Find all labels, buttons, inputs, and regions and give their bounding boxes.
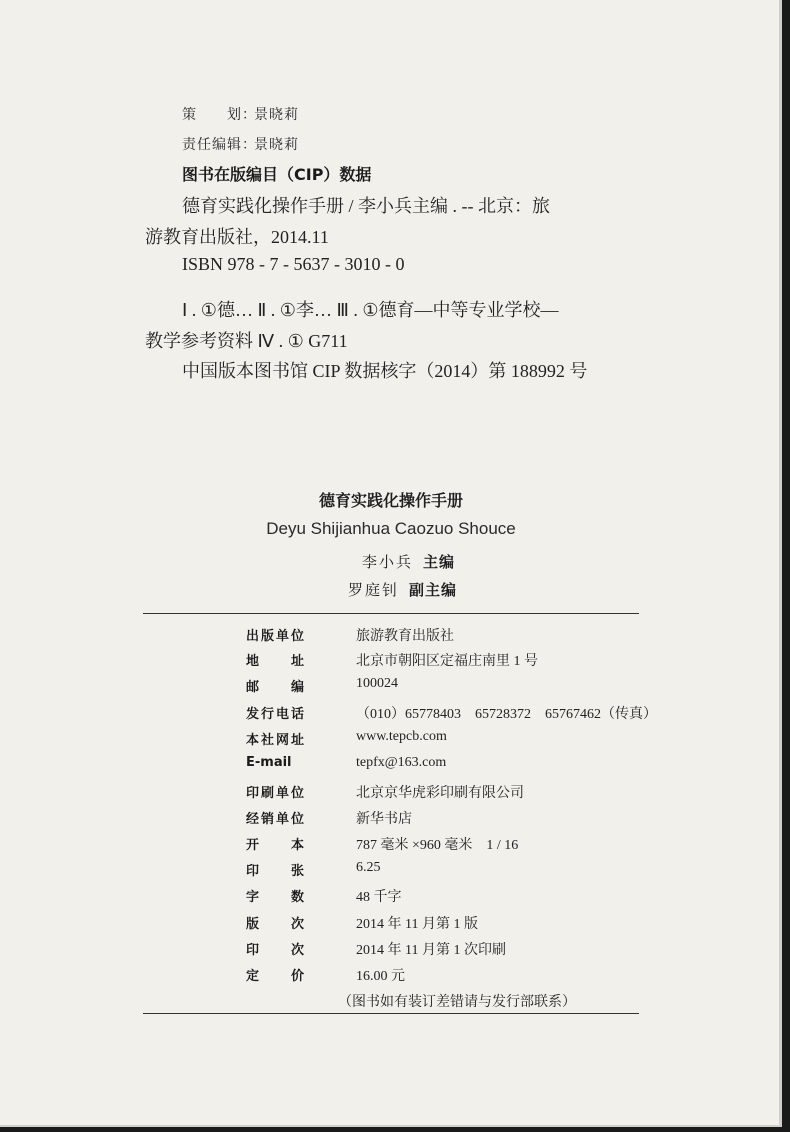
credit-name: 景晓莉: [254, 137, 299, 153]
cip-line: Ⅰ . ①德… Ⅱ . ①李… Ⅲ . ①德育—中等专业学校—: [182, 300, 559, 320]
editor-role: 主编: [423, 553, 456, 571]
deputy-editor: [348, 579, 457, 600]
book-title: 德育实践化操作手册: [318, 491, 463, 510]
detail-label: 发行电话: [246, 707, 304, 722]
detail-row: [246, 755, 686, 777]
detail-label: 字数: [246, 890, 304, 905]
credit-editor: [182, 134, 299, 154]
detail-row: [246, 729, 686, 751]
book-romanized-title: Deyu Shijianhua Caozuo Shouce: [266, 519, 516, 538]
editor-name: 李小兵: [362, 553, 414, 571]
chief-editor: [362, 551, 455, 572]
detail-row: [246, 886, 686, 908]
detail-value: 100024: [356, 676, 398, 691]
cip-heading: 图书在版编目（CIP）数据: [182, 165, 372, 184]
detail-value: 2014 年 11 月第 1 版: [356, 917, 478, 932]
cip-line: 教学参考资料 Ⅳ . ① G711: [145, 331, 348, 351]
detail-row: [246, 860, 686, 882]
detail-row: [246, 913, 686, 935]
credit-planner: [182, 104, 299, 124]
detail-value: 6.25: [356, 860, 381, 875]
cip-line: 游教育出版社，2014.11: [145, 227, 329, 247]
detail-row: [246, 834, 686, 856]
editor-name: 罗庭钊: [348, 581, 400, 599]
top-rule: [143, 613, 639, 614]
detail-row: [246, 965, 686, 987]
detail-row: [246, 676, 686, 698]
detail-value: 北京京华虎彩印刷有限公司: [356, 786, 524, 801]
detail-value: 新华书店: [356, 812, 412, 827]
detail-value: tepfx@163.com: [356, 755, 447, 770]
detail-row: [246, 625, 686, 647]
binding-error-note: （图书如有装订差错请与发行部联系）: [338, 995, 576, 1010]
credit-name: 景晓莉: [254, 107, 299, 123]
cip-registration: 中国版本图书馆 CIP 数据核字（2014）第 188992 号: [182, 361, 588, 381]
detail-label: 本社网址: [246, 733, 304, 748]
bottom-rule: [143, 1013, 639, 1014]
detail-label: E-mail: [246, 755, 292, 770]
detail-value: 北京市朝阳区定福庄南里 1 号: [356, 654, 538, 669]
detail-value: 787 毫米 ×960 毫米 1 / 16: [356, 838, 519, 853]
detail-label: 邮编: [246, 680, 304, 695]
editor-role: 副主编: [409, 581, 458, 599]
detail-label: 印刷单位: [246, 786, 304, 801]
detail-row: [246, 939, 686, 961]
detail-value: 48 千字: [356, 890, 402, 905]
credit-label: 策 划：: [182, 107, 257, 123]
detail-label: 地址: [246, 654, 304, 669]
detail-label: 出版单位: [246, 629, 304, 644]
cip-line: 德育实践化操作手册 / 李小兵主编 . -- 北京：旅: [182, 196, 550, 216]
detail-row: [246, 808, 686, 830]
detail-value: 2014 年 11 月第 1 次印刷: [356, 943, 506, 958]
detail-label: 开本: [246, 838, 304, 853]
detail-row: [246, 650, 686, 672]
credit-label: 责任编辑：: [182, 137, 257, 153]
cip-isbn: ISBN 978 - 7 - 5637 - 3010 - 0: [182, 254, 405, 274]
detail-label: 经销单位: [246, 812, 304, 827]
detail-label: 印次: [246, 943, 304, 958]
detail-row: [246, 703, 686, 725]
detail-value: 旅游教育出版社: [356, 629, 454, 644]
detail-value: （010）65778403 65728372 65767462（传真）: [356, 707, 657, 722]
detail-label: 印张: [246, 864, 304, 879]
detail-row: [246, 782, 686, 804]
detail-value: www.tepcb.com: [356, 729, 447, 744]
detail-value: 16.00 元: [356, 969, 405, 984]
detail-label: 定价: [246, 969, 304, 984]
detail-label: 版次: [246, 917, 304, 932]
